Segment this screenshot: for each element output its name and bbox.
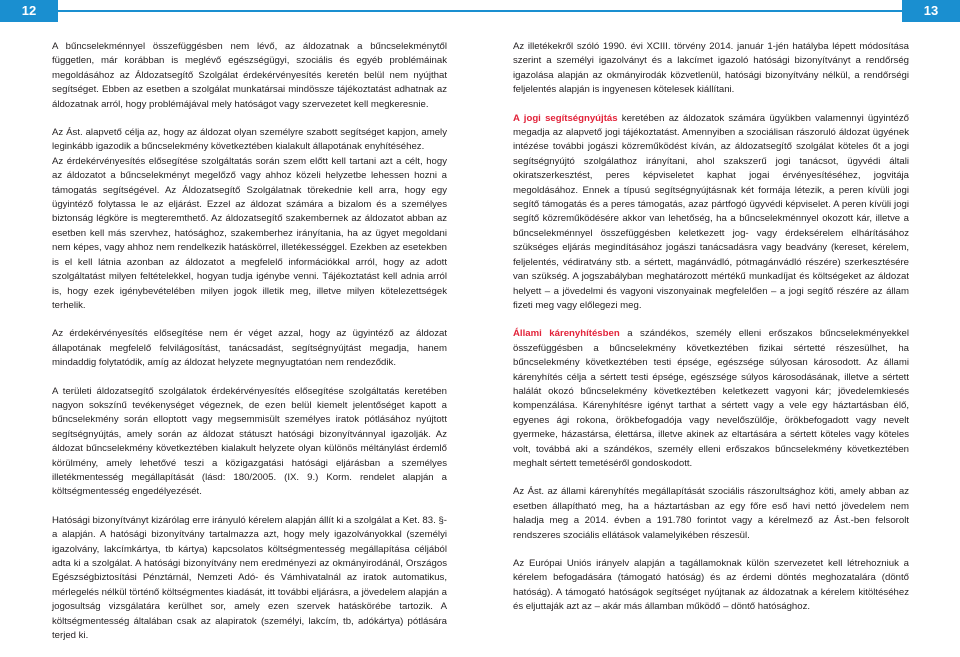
header-rule-right: [478, 10, 902, 12]
highlight-term: Állami kárenyhítésben: [513, 328, 620, 340]
paragraph: Az Ást. alapvető célja az, hogy az áldozat olyan személyre szabott segítséget kapjon, amely leginkább igazodik a bűncselekmény következtében kialakult állapotának enyhítéséhez.: [52, 127, 447, 153]
page-header: [0, 0, 960, 22]
paragraph: A bűncselekménnyel összefüggésben nem lévő, az áldozatnak a bűncselekménytől független, már korábban is meglévő egészségügyi, szociális és egyéb problémáinak megoldásához az Áldozatsegítő Szolgálat érdekérvényesítés keretén belül nem nyújthat segítséget. Ebben az esetben a szolgálat munkatársai mindössze tájékoztatást adhatnak az áldozatnak arról, hogy problémájával mely hatóságot vagy szervezetet kell megkeresnie.: [52, 41, 447, 110]
left-page-column: [52, 40, 447, 657]
paragraph: Az érdekérvényesítés elősegítése nem ér véget azzal, hogy az ügyintéző az áldozat állapotának megfelelő felvilágosítást, tanácsadást, segítségnyújtást megadja, hanem mindaddig folytatódik, amíg az áldozat helyzete megnyugtatóan nem rendeződik.: [52, 328, 447, 369]
highlight-term: A jogi segítségnyújtás: [513, 112, 618, 124]
paragraph-legal-aid: [513, 112, 909, 314]
page-number-left: 12: [0, 0, 58, 22]
right-page-column: [513, 40, 909, 629]
header-rule-left: [58, 10, 482, 12]
paragraph-body: a szándékos, személy elleni erőszakos bűncselekményekkel összefüggésben a bűncselekmény következtében fizikai sértetté részesülhet, ha bűncselekmény következtében testi épsége, egészsége súlyosan károsodott. Az állami kárenyhítés célja a sértett testi épsége, egészsége súlyos károsodásának, illetve a sértett halálát okozó bűncselekmény következtében keletkezett vagyoni kár; jövedelemkiesés kompenzálása. Kárenyhítésre igényt tarthat a sértett vagy a vele egy háztartásban élő, egyenes ági rokona, örökbefogadója vagy nevelőszülője, örökbefogadott vagy nevelt gyermeke, házastársa, élettársa, illetve akinek az eltartására a sértett köteles vagy köteles volt, továbbá aki a szándékos, személy elleni erőszakos bűncselekmény következtében meghalt sértett temetéséről gondoskodott.: [513, 328, 909, 469]
paragraph: Az illetékekről szóló 1990. évi XCIII. törvény 2014. január 1-jén hatályba lépett módosítása szerint a személyi igazolványt és a lakcímet igazoló hatósági bizonyítványt a rendőrség igazolása alapján az okmányirodák közvetlenül, hatósági bizonyítvány nélkül, a rendőrségi feljelentés alapján is ingyenesen kötelesek kiállítani.: [513, 41, 909, 96]
paragraph: Az Európai Uniós irányelv alapján a tagállamoknak külön szervezetet kell létrehozniuk a kérelem befogadására (támogató hatóság) és az érdemi döntés meghozatalára (döntő hatóság). A támogató hatóságok segítséget nyújtanak az áldozatnak a kérelem kitöltéséhez és eljuttaják azt az – akár más államban működő – döntő hatósághoz.: [513, 558, 909, 613]
paragraph: Az érdekérvényesítés elősegítése szolgáltatás során szem előtt kell tartani azt a célt, hogy az áldozatot a bűncselekményt megelőző vagy ahhoz közeli helyzetbe lehessen hozni a támogatás segítségével. Az Áldozatsegítő Szolgálatnak törekednie kell arra, hogy egy ügyintéző folytassa le az eljárást. Ezzel az áldozat számára a bizalom és a személyes biztonság légköre is megteremthető. Az áldozatsegítő szakembernek az áldozatot abban az esetben kell más szervhez, hatósághoz, szakemberhez irányítania, ha az ügyet megoldani nem képes, vagy ahhoz nem rendelkezik hatáskörrel, illetékességgel. Ezekben az esetekben is el kell látnia azonban az áldozatot a megfelelő információkkal arról, hogy az adott szolgáltatást milyen feltételekkel, hogyan tudja igénybe venni. Tájékoztatást kell adnia arról is, hogy ezek igénybevételében milyen jogok illetik meg, illetve milyen kötelezettségek terhelik.: [52, 155, 447, 311]
paragraph-state-compensation: [513, 327, 909, 471]
page-number-right: 13: [902, 0, 960, 22]
paragraph: Az Ást. az állami kárenyhítés megállapítását szociális rászorultsághoz köti, amely abban az esetben állapítható meg, ha a háztartásban az egy főre eső havi nettó jövedelem nem haladja meg a 2014. évben a 191.780 forintot vagy a kérelmező az Ást.-ben felsorolt rendszeres szociális ellátások valamelyikében részesül.: [513, 486, 909, 541]
paragraph: A területi áldozatsegítő szolgálatok érdekérvényesítés elősegítése szolgáltatás keretében nagyon sokszínű tevékenységet végeznek, de ezen belül kiemelt jelentőséget kapott a bűncselekmény során elloptott vagy megsemmisült személyes iratok pótlásához nyújtott segítségnyújtás, amely során az áldozat státuszt hatósági bizonyítvánnyal igazolják. Az áldozat bűncselekmény következtében kialakult helyzete olyan különös méltánylást érdemlő körülmény, amely lehetővé teszi a közigazgatási hatósági eljárásban a személyes illetékmentesség megállapítását (lásd: 180/2005. (IX. 9.) Korm. rendelet alapján a költségmentesség engedélyezését.: [52, 385, 447, 498]
paragraph-body: keretében az áldozatok számára ügyükben valamennyi ügyintéző megadja az alapvető jogi tájékoztatást. Amennyiben a szociálisan rászoruló áldozat ügyének intézése további jogászi közreműködést kíván, az áldozatsegítő szolgálat köteles őt a jogi segítségnyújtó szolgálathoz irányítani, ahol szakszerű jogi tanácsot, ügyvédi általi okiratszerkesztést, peres képviseletet kaphat jogai érvényesítéséhez, jogvitája megoldásához. Ennek a típusú segítségnyújtásnak két formája létezik, a peren kívüli jogi segítő támogatás és a peres támogatás, azaz pártfogó ügyvédi képviselet. A peren kívüli jogi segítő közreműködésére akkor van lehetőség, ha a bűncselekménnyel okozott kár, illetve a bűncselekménnyel összefüggésben keletkezett jog- vagy érdeksérelem elhárításához szükséges eljárás megindításához jogászi tanácsadásra vagy beadvány (kereset, kérelem, feljelentés, védiratvány stb. a sértett, magánvádló, pótmagánvádló részére) szerkesztésére van szükség. A jogszabályban meghatározott mértékű munkadíjat és költségeket az áldozat helyett – a jövedelmi és vagyoni viszonyainak megfelelően – a jogi segítő részére az állam fizeti meg vagy előlegezi meg.: [513, 112, 909, 311]
paragraph: Hatósági bizonyítványt kizárólag erre irányuló kérelem alapján állít ki a szolgálat a Ket. 83. §-a alapján. A hatósági bizonyítvány tartalmazza azt, hogy mely igazolványokkal (személyi igazolvány, lakcímkártya, tb kártya) kapcsolatos költségmentesség megállapítása céljából adta ki a szolgálat. A hatósági bizonyítvány nem eredményezi az okmányirodánál, Országos Egészségbiztosítási Pénztárnál, Nemzeti Adó- és Vámhivatalnál az iratok automatikus, mérlegelés nélkül történő költségmentes kiadását, itt további eljárásra, a jövedelem alapján a jogosultság vizsgálatára kerülhet sor, amely ezen szervek hatáskörébe tartozik. A költségmentesség általában csak az alapiratok (személyi, lakcím, tb, adókártya) pótlására terjed ki.: [52, 514, 447, 642]
